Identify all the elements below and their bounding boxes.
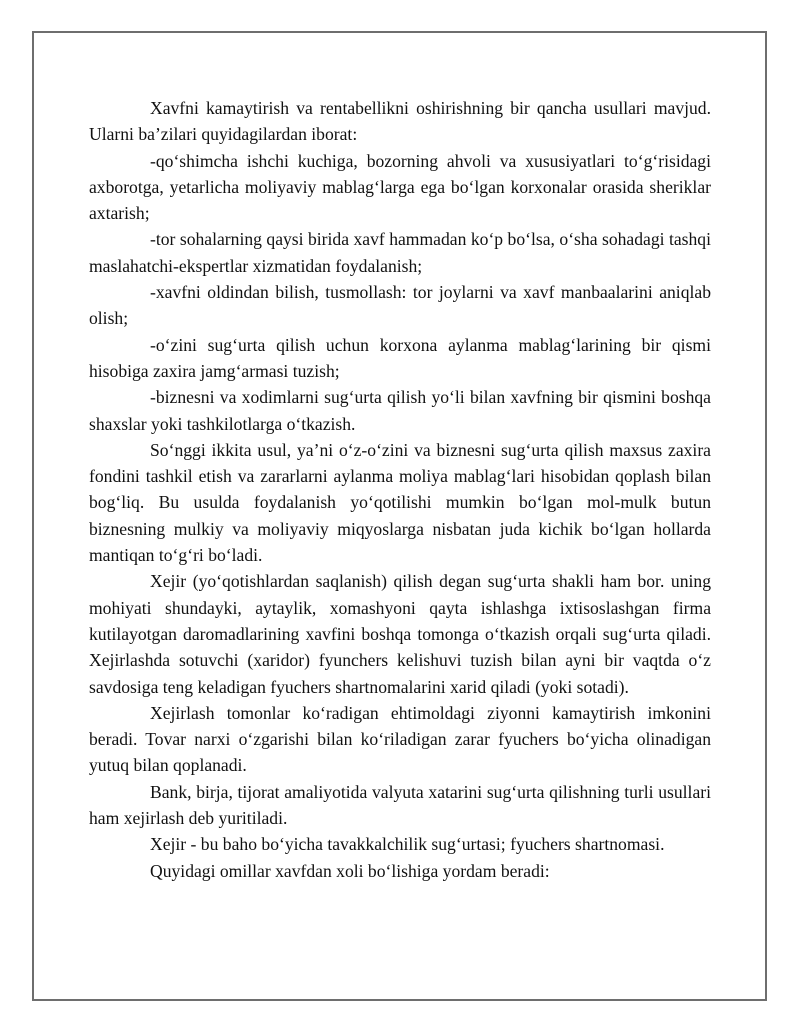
document-body bbox=[89, 95, 711, 884]
paragraph-10: Bank, birja, tijorat amaliyotida valyuta xatarini sug‘urta qilishning turli usullari ham xejirlash deb yuritiladi. bbox=[89, 781, 711, 829]
paragraph-6: -biznesni va xodimlarni sug‘urta qilish yo‘li bilan xavfning bir qismini boshqa shaxslar yoki tashkilotlarga o‘tkazish. bbox=[89, 387, 711, 434]
paragraph-3: -tor sohalarning qaysi birida xavf hammadan ko‘p bo‘lsa, o‘sha sohadagi tashqi maslahatchi-ekspertlar xizmatidan foydalanish; bbox=[89, 229, 711, 276]
paragraph-9: Xejirlash tomonlar ko‘radigan ehtimoldagi ziyonni kamaytirish imkonini beradi. Tovar narxi o‘zgarishi bilan ko‘riladigan zarar fyuchers bo‘yicha olinadigan yutuq bilan qoplanadi. bbox=[89, 702, 711, 776]
paragraph-11: Xejir - bu baho bo‘yicha tavakkalchilik sug‘urtasi; fyuchers shartnomasi. bbox=[150, 834, 665, 855]
paragraph-12: Quyidagi omillar xavfdan xoli bo‘lishiga yordam beradi: bbox=[150, 860, 550, 881]
paragraph-7: So‘nggi ikkita usul, ya’ni o‘z-o‘zini va biznesni sug‘urta qilish maxsus zaxira fondini tashkil etish va zararlarni aylanma moliya mablag‘lari hisobidan qoplash bilan bog‘liq. Bu usulda foydalanish yo‘qotilishi mumkin bo‘lgan mol-mulk butun biznesning mulkiy va moliyaviy miqyoslarga nisbatan juda kichik bo‘lgan hollarda mantiqan to‘g‘ri bo‘ladi. bbox=[89, 439, 711, 566]
paragraph-8: Xejir (yo‘qotishlardan saqlanish) qilish degan sug‘urta shakli ham bor. uning mohiyati shundayki, aytaylik, xomashyoni qayta ishlashga ixtisoslashgan firma kutilayotgan daromadlarining xavfini boshqa tomonga o‘tkazish orqali sug‘urta qiladi. Xejirlashda sotuvchi (xaridor) fyunchers kelishuvi tuzish bilan ayni bir vaqtda o‘z savdosiga teng keladigan fyuchers shartnomalarini xarid qiladi (yoki sotadi). bbox=[89, 571, 711, 697]
paragraph-1: Xavfni kamaytirish va rentabellikni oshirishning bir qancha usullari mavjud. Ularni ba’zilari quyidagilardan iborat: bbox=[89, 98, 711, 145]
paragraph-2: -qo‘shimcha ishchi kuchiga, bozorning ahvoli va xususiyatlari to‘g‘risidagi axborotga, yetarlicha moliyaviy mablag‘larga ega bo‘lgan korxonalar orasida sheriklar axtarish; bbox=[89, 150, 711, 224]
paragraph-5: -o‘zini sug‘urta qilish uchun korxona aylanma mablag‘larining bir qismi hisobiga zaxira jamg‘armasi tuzish; bbox=[89, 334, 711, 381]
document-page bbox=[32, 31, 767, 1001]
paragraph-4: -xavfni oldindan bilish, tusmollash: tor joylarni va xavf manbaalarini aniqlab olish; bbox=[89, 282, 711, 329]
